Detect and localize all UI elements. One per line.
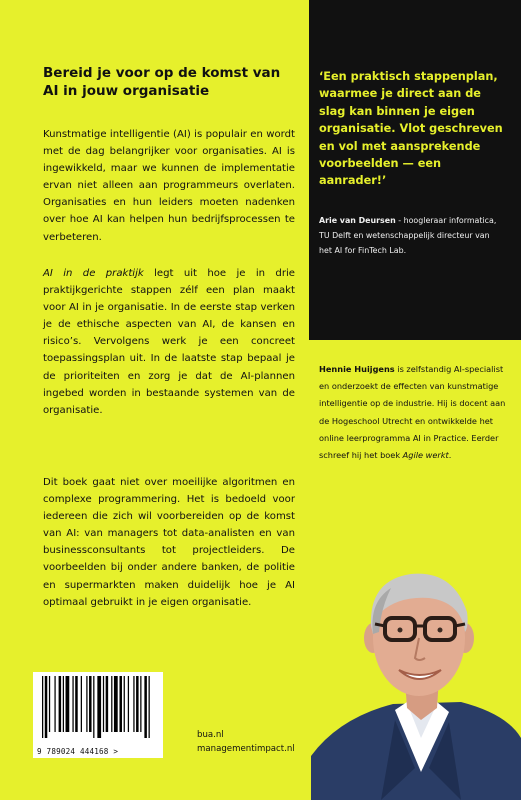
barcode-bar [72,676,73,732]
barcode-bar [133,676,134,732]
review-quote: ‘Een praktisch stappenplan, waarmee je direct aan de slag kan binnen je eigen organisatie. Vlot geschreven en vol met aansprekende voorbeelden — een aanrader!’ [319,70,503,188]
blurb-paragraph-2-text: legt uit hoe je in drie praktijkgerichte stappen zélf een plan maakt voor AI in je organisatie. In de eerste stap verken je de ethische aspecten van AI, de kansen en risico’s. Vervolgens werk je een concreet toepassingsplan uit. In de laatste stap bepaal je de prioriteiten en zorg je dat de AI-plannen ingebed worden in bestaande systemen van de organisatie. [43,268,295,416]
barcode-bar [63,676,64,732]
barcode-bar [75,676,78,732]
reviewer-name: Arie van Deursen [319,216,396,225]
barcode-bar [103,676,104,732]
barcode [33,672,163,758]
barcode-bar [66,676,70,732]
author-bio-text: is zelfstandig AI-specialist en onderzoekt de effecten van kunstmatige intelligentie op de industrie. Hij is docent aan de Hogeschool Utrecht en ontwikkelde het online leerprogramma AI in Practice. Eerder schreef hij het boek [319,364,506,461]
blurb-paragraph-2 [43,265,295,419]
barcode-bar [140,676,141,732]
barcode-bar [97,676,101,738]
review-attribution [319,213,505,259]
blurb-paragraph-3: Dit boek gaat niet over moeilijke algoritmen en complexe programmering. Het is bedoeld voor iedereen die zich wil voorbereiden op de komst van AI: van managers tot data-analisten en van businessconsultants tot projectleiders. De voorbeelden bij onder andere banken, de politie en supermarkten maken duidelijk hoe je AI optimaal gebruikt in je eigen organisatie. [43,477,295,608]
author-bio [319,361,509,464]
barcode-bar [119,676,122,732]
barcode-bar [106,676,109,732]
barcode-bar [59,676,62,732]
barcode-bar [114,676,118,732]
author-book-title: Agile werkt [402,450,449,461]
barcode-bar [42,676,43,738]
isbn-number: 9 789024 444168 > [37,747,119,756]
author-bio-end: . [448,450,452,461]
barcode-bar [54,676,55,732]
barcode-bar [93,676,94,738]
publisher-url-2[interactable]: managementimpact.nl [197,744,295,755]
barcode-bar [124,676,125,732]
author-name: Hennie Huijgens [319,364,395,374]
reviewer-role: - hoogleraar informatica, TU Delft en wetenschappelijk directeur van het AI for FinTech Lab. [319,216,497,256]
barcode-bar [144,676,147,738]
blurb-paragraph-1: Kunstmatige intelligentie (AI) is populair en wordt met de dag belangrijker voor organisaties. AI is ingewikkeld, maar we kunnen de implementatie ervan niet alleen aan programmeurs overlaten. Organisaties en hun leiders moeten nadenken over hoe AI kan helpen hun bedrijfsprocessen te verbeteren. [43,129,295,243]
author-photo [311,542,521,800]
barcode-bar [81,676,82,732]
publisher-url-1[interactable]: bua.nl [197,730,224,740]
barcode-bar [49,676,50,732]
book-title-italic: AI in de praktijk [43,268,144,279]
barcode-bar [136,676,139,732]
barcode-bar [45,676,48,738]
barcode-bar [86,676,87,732]
barcode-bar [128,676,129,732]
blurb-heading: Bereid je voor op de komst van AI in jouw organisatie [43,65,281,99]
publisher-urls [197,728,295,757]
barcode-bar [111,676,112,732]
barcode-bar [89,676,92,732]
barcode-bars [42,676,154,738]
barcode-bar [149,676,150,738]
